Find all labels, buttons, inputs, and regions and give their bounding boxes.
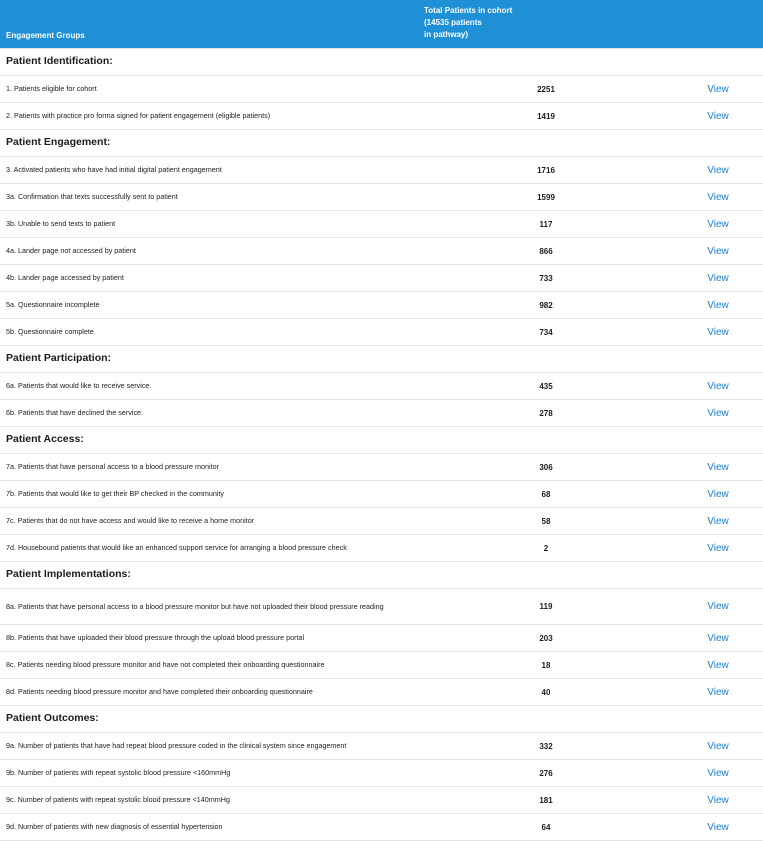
view-link[interactable]: View <box>707 488 729 500</box>
row-label: 6b. Patients that have declined the service. <box>6 408 144 417</box>
view-link[interactable]: View <box>707 794 729 806</box>
view-link[interactable]: View <box>707 821 729 833</box>
table-row <box>0 679 763 706</box>
group-title: Patient Engagement: <box>6 136 111 148</box>
view-link[interactable]: View <box>707 740 729 752</box>
table-row <box>0 787 763 814</box>
row-value: 68 <box>541 489 551 499</box>
row-value: 306 <box>539 462 553 472</box>
row-value: 119 <box>539 602 553 611</box>
header-total-line3: in pathway) <box>424 30 469 39</box>
row-value: 2251 <box>537 84 555 94</box>
view-link[interactable]: View <box>707 767 729 779</box>
group-title: Patient Identification: <box>6 55 113 67</box>
row-label: 1. Patients eligible for cohort <box>6 84 97 93</box>
row-label: 3b. Unable to send texts to patient <box>6 219 116 228</box>
group-header <box>0 427 763 454</box>
table-body <box>0 49 763 841</box>
view-link[interactable]: View <box>707 515 729 527</box>
row-value: 1419 <box>537 111 555 121</box>
view-link[interactable]: View <box>707 191 729 203</box>
row-value: 276 <box>539 768 553 778</box>
view-link[interactable]: View <box>707 83 729 95</box>
row-label: 7a. Patients that have personal access to a blood pressure monitor <box>6 462 219 471</box>
row-value: 58 <box>541 516 551 526</box>
view-link[interactable]: View <box>707 407 729 419</box>
row-value: 1716 <box>537 165 555 175</box>
view-link[interactable]: View <box>707 272 729 284</box>
row-value: 733 <box>539 273 553 283</box>
row-value: 117 <box>539 219 553 229</box>
row-label: 2. Patients with practice pro forma signed for patient engagement (eligible patients) <box>6 111 271 120</box>
group-title: Patient Access: <box>6 433 84 445</box>
row-label: 7b. Patients that would like to get their BP checked in the community <box>6 489 225 498</box>
table-row <box>0 76 763 103</box>
group-header <box>0 706 763 733</box>
row-label: 8a. Patients that have personal access to a blood pressure monitor but have not uploaded their blood pressure reading <box>6 601 384 611</box>
row-value: 40 <box>541 687 551 697</box>
table-row <box>0 265 763 292</box>
view-link[interactable]: View <box>707 542 729 554</box>
group-title: Patient Outcomes: <box>6 712 99 724</box>
table-row <box>0 400 763 427</box>
view-link[interactable]: View <box>707 632 729 644</box>
view-link[interactable]: View <box>707 380 729 392</box>
table-row <box>0 211 763 238</box>
row-value: 734 <box>539 327 553 337</box>
row-label: 9d. Number of patients with new diagnosis of essential hypertension <box>6 822 223 831</box>
table-row <box>0 373 763 400</box>
row-label: 9b. Number of patients with repeat systolic blood pressure <160mmHg <box>6 768 231 777</box>
table-row <box>0 733 763 760</box>
header-total-line1: Total Patients in cohort <box>424 6 513 15</box>
view-link[interactable]: View <box>707 601 729 612</box>
row-label: 8b. Patients that have uploaded their blood pressure through the upload blood pressure portal <box>6 633 305 642</box>
row-value: 2 <box>543 543 549 553</box>
row-label: 4b. Lander page accessed by patient <box>6 273 124 282</box>
view-link[interactable]: View <box>707 659 729 671</box>
group-title: Patient Participation: <box>6 352 112 364</box>
row-label: 8c. Patients needing blood pressure monitor and have not completed their onboarding questionnaire <box>6 660 325 669</box>
header-total-patients <box>424 5 534 41</box>
row-value: 435 <box>539 381 553 391</box>
table-row <box>0 814 763 841</box>
view-link[interactable]: View <box>707 461 729 473</box>
table-row <box>0 319 763 346</box>
view-link[interactable]: View <box>707 245 729 257</box>
table-row <box>0 625 763 652</box>
row-value: 1599 <box>537 192 555 202</box>
row-value: 866 <box>539 246 553 256</box>
row-label: 5b. Questionnaire complete <box>6 327 94 336</box>
table-row <box>0 535 763 562</box>
table-row <box>0 292 763 319</box>
table-row <box>0 508 763 535</box>
group-title: Patient Implementations: <box>6 568 131 580</box>
row-value: 181 <box>539 795 553 805</box>
row-value: 64 <box>541 822 551 832</box>
group-header <box>0 346 763 373</box>
view-link[interactable]: View <box>707 299 729 311</box>
table-header <box>0 0 763 49</box>
header-total-line2: (14535 patients <box>424 18 482 27</box>
row-value: 332 <box>539 741 553 751</box>
group-header <box>0 49 763 76</box>
view-link[interactable]: View <box>707 110 729 122</box>
view-link[interactable]: View <box>707 686 729 698</box>
row-label: 4a. Lander page not accessed by patient <box>6 246 136 255</box>
table-row <box>0 157 763 184</box>
row-label: 9a. Number of patients that have had repeat blood pressure coded in the clinical system since engagement <box>6 741 347 750</box>
table-row <box>0 589 763 625</box>
table-row <box>0 760 763 787</box>
row-value: 982 <box>539 300 553 310</box>
table-row <box>0 103 763 130</box>
row-value: 18 <box>541 660 551 670</box>
table-row <box>0 238 763 265</box>
row-label: 6a. Patients that would like to receive service. <box>6 381 152 390</box>
table-row <box>0 454 763 481</box>
view-link[interactable]: View <box>707 164 729 176</box>
table-row <box>0 652 763 679</box>
row-label: 7c. Patients that do not have access and would like to receive a home monitor <box>6 516 255 525</box>
header-engagement-groups: Engagement Groups <box>6 31 85 40</box>
row-label: 7d. Housebound patients that would like an enhanced support service for arranging a blood pressure check <box>6 543 347 552</box>
group-header <box>0 130 763 157</box>
row-value: 203 <box>539 633 553 643</box>
table-row <box>0 481 763 508</box>
table-row <box>0 184 763 211</box>
row-label: 3. Activated patients who have had initial digital patient engagement <box>6 165 222 174</box>
row-value: 278 <box>539 408 553 418</box>
group-header <box>0 562 763 589</box>
row-label: 9c. Number of patients with repeat systolic blood pressure <140mmHg <box>6 795 230 804</box>
view-link[interactable]: View <box>707 326 729 338</box>
row-label: 5a. Questionnaire incomplete <box>6 300 100 309</box>
view-link[interactable]: View <box>707 218 729 230</box>
row-label: 3a. Confirmation that texts successfully sent to patient <box>6 192 178 201</box>
row-label: 8d. Patients needing blood pressure monitor and have completed their onboarding questionnaire <box>6 687 313 696</box>
